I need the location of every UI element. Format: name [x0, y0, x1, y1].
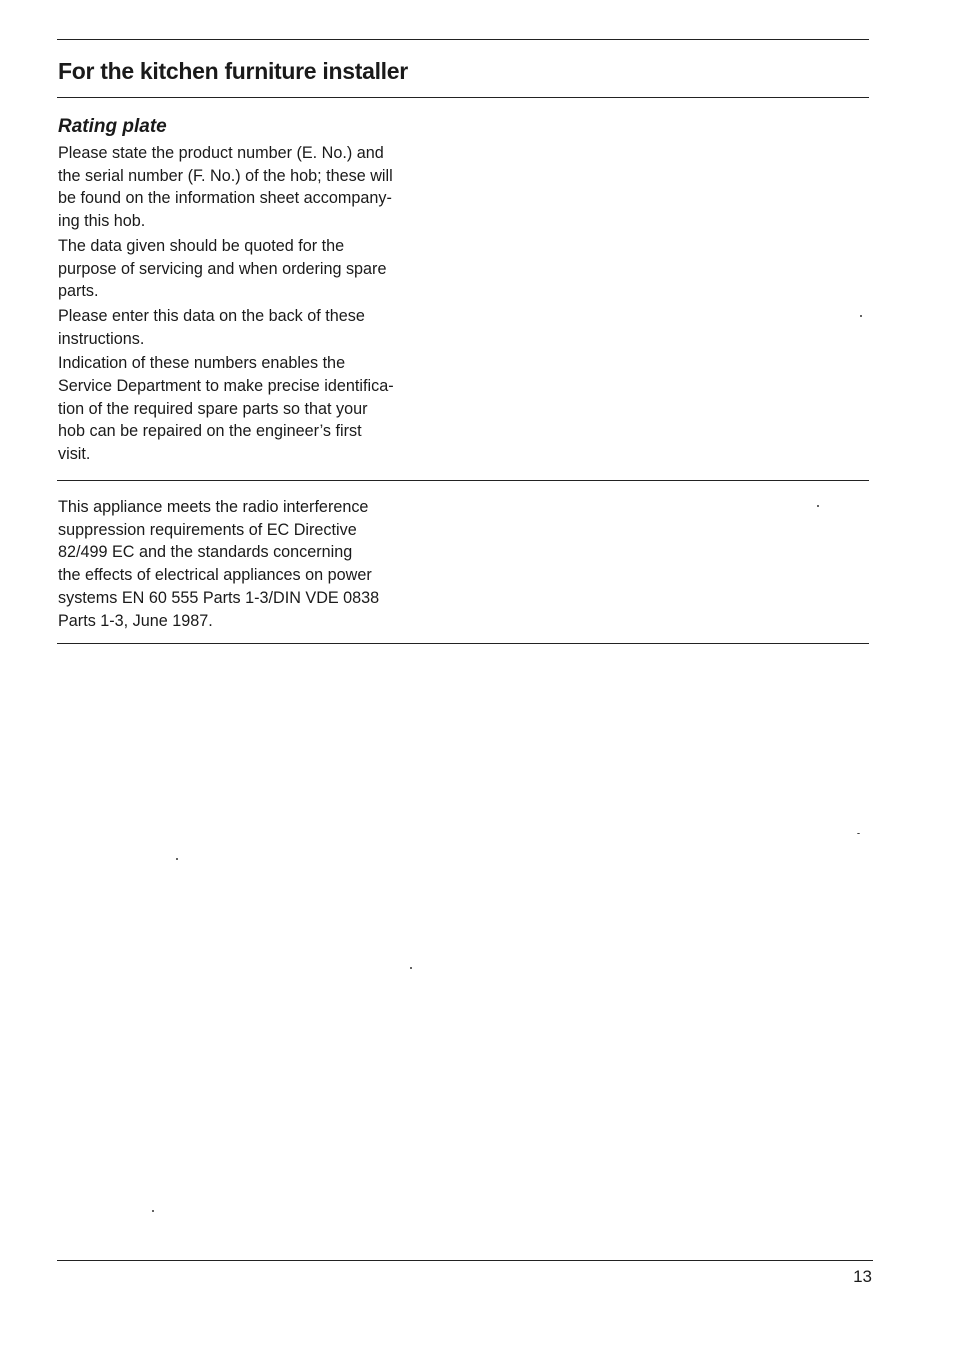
- rating-plate-heading: Rating plate: [58, 116, 167, 137]
- rating-paragraph-3: Please enter this data on the back of these instructions.: [58, 306, 365, 348]
- rating-paragraph-2: The data given should be quoted for the purpose of servicing and when ordering spare parts.: [58, 236, 387, 301]
- title-underline-rule: [57, 97, 869, 98]
- rating-paragraph-4: Indication of these numbers enables the Service Department to make precise identifica- tion of the required spare parts so that your hob can be repaired on the engineer’s first visit.: [58, 354, 394, 464]
- page-title: For the kitchen furniture installer: [58, 58, 408, 84]
- compliance-paragraph: This appliance meets the radio interference suppression requirements of EC Directive 82/499 EC and the standards concerning the effects of electrical appliances on power systems EN 60 555 Parts 1-3/DIN VDE 0838 Parts 1-3, June 1987.: [58, 498, 380, 630]
- scan-speck: [860, 315, 862, 317]
- scan-speck: [857, 833, 860, 834]
- top-rule: [57, 39, 869, 40]
- scan-speck: [410, 967, 412, 969]
- rating-plate-body: [58, 142, 458, 468]
- section-divider-rule: [57, 480, 869, 481]
- scan-speck: [817, 505, 819, 507]
- page-number: 13: [853, 1267, 872, 1286]
- scan-speck: [152, 1210, 154, 1212]
- compliance-statement: [58, 496, 458, 634]
- rating-paragraph-1: Please state the product number (E. No.) and the serial number (F. No.) of the hob; these will be found on the information sheet accompany- ing this hob.: [58, 144, 393, 231]
- scan-speck: [176, 858, 178, 860]
- content-end-rule: [57, 643, 869, 644]
- footer-rule: [57, 1260, 873, 1261]
